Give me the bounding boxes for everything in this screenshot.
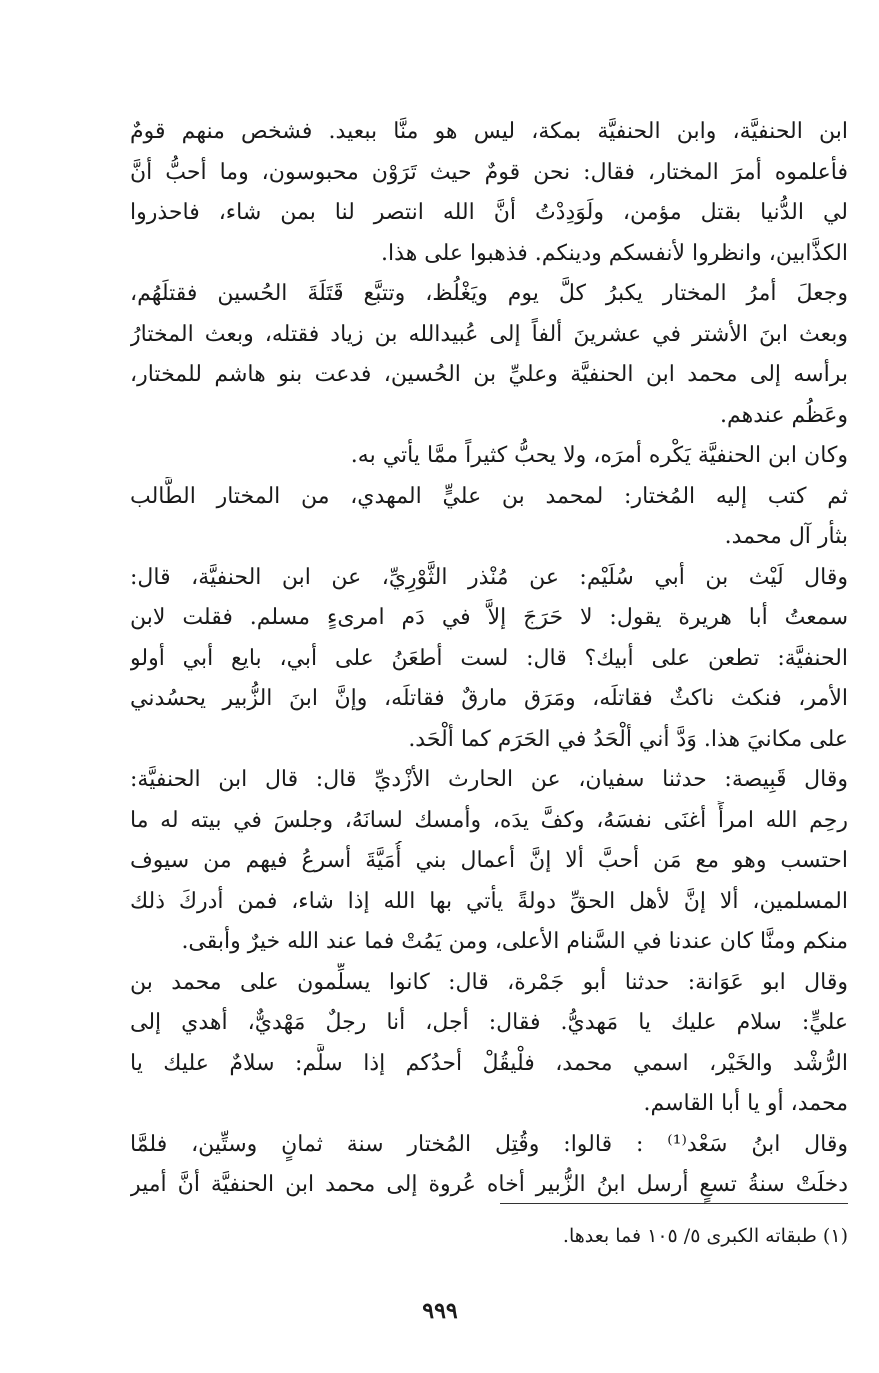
text-line: الرُّشْد والخَيْر، اسمي محمد، فلْيقُلْ أحدُكم إذا سلَّم: سلامٌ عليك يا [130, 1050, 848, 1076]
text-line: احتسب وهو مع مَن أحبَّ ألا إنَّ أعمال بني أُمَيَّةَ أسرعُ فيهم من سيوف [130, 848, 848, 873]
text-line: وقال ابو عَوَانة: حدثنا أبو جَمْرة، قال: كانوا يسلِّمون على محمد بن [130, 969, 848, 995]
text-line: ابن الحنفيَّة، وابن الحنفيَّة بمكة، ليس هو منَّا ببعيد. فشخص منهم قومٌ [130, 119, 848, 144]
text-line: الكذَّابين، وانظروا لأنفسكم ودينكم. فذهبوا على هذا. [381, 240, 848, 266]
text-line: وجعلَ أمرُ المختار يكبرُ كلَّ يوم ويَغْلُظ، وتتبَّع قَتَلَةَ الحُسين فقتلَهُم، [130, 281, 848, 306]
text-line: رحِم الله امرأً أغنَى نفسَهُ، وكفَّ يدَه، وأمسك لسانَهُ، وجلسَ في بيته له ما [130, 807, 848, 833]
text-line: وعَظُم عندهم. [720, 402, 848, 428]
text-line: المسلمين، ألا إنَّ لأهل الحقِّ دولةً يأتي بها الله إذا شاء، فمن أدركَ ذلك [130, 888, 848, 914]
main-text-block [130, 112, 848, 1206]
text-line: الحنفيَّة: تطعن على أبيك؟ قال: لست أطعَنُ على أبي، بايع أبي أولو [130, 645, 848, 671]
text-line: وقال قَبِيصة: حدثنا سفيان، عن الحارث الأزْديِّ قال: قال ابن الحنفيَّة: [130, 767, 848, 792]
text-line: دخلَتْ سنةُ تسعٍ أرسل ابنُ الزُّبير أخاه عُروة إلى محمد ابن الحنفيَّة أنَّ أمير [130, 1172, 848, 1197]
text-line: محمد، أو يا أبا القاسم. [643, 1091, 848, 1116]
text-line: الأمر، فنكث ناكثٌ فقاتلَه، ومَرَق مارقٌ فقاتلَه، وإنَّ ابنَ الزُّبير يحسُدني [130, 686, 848, 711]
text-line: برأسه إلى محمد ابن الحنفيَّة وعليِّ بن الحُسين، فدعت بنو هاشم للمختار، [130, 362, 848, 387]
text-line: عليٍّ: سلام عليك يا مَهديُّ. فقال: أجل، أنا رجلٌ مَهْديٌّ، أهدي إلى [130, 1010, 848, 1035]
text-line: فأعلموه أمرَ المختار، فقال: نحن قومٌ حيث تَرَوْن محبوسون، وما أحبُّ أنَّ [130, 159, 848, 185]
text-line: وكان ابن الحنفيَّة يَكْره أمرَه، ولا يحبُّ كثيراً ممَّا يأتي به. [350, 443, 848, 468]
text-line: على مكانيَ هذا. وَدَّ أني ألْحَدُ في الحَرَم كما ألْحَد. [408, 726, 848, 752]
text-line: بثأر آل محمد. [724, 524, 848, 549]
text-line: لي الدُّنيا بقتل مؤمن، ولَوَدِدْتُ أنَّ الله انتصر لنا بمن شاء، فاحذروا [130, 200, 848, 225]
text-line: وقال لَيْث بن أبي سُلَيْم: عن مُنْذر الثَّوْرِيِّ، عن ابن الحنفيَّة، قال: [130, 564, 848, 590]
text-line: سمعتُ أبا هريرة يقول: لا حَرَجَ إلاَّ في دَم امرىءٍ مسلم. فقلت لابن [130, 605, 848, 630]
text-line: منكم ومنَّا كان عندنا في السَّنام الأعلى، ومن يَمُتْ فما عند الله خيرٌ وأبقى. [181, 929, 848, 954]
footnote: (١) طبقاته الكبرى ٥/ ١٠٥ فما بعدها. [562, 1225, 848, 1247]
text-line: ثم كتب إليه المُختار: لمحمد بن عليٍّ المهدي، من المختار الطَّالب [130, 483, 848, 509]
text-line: وقال ابنُ سَعْد⁽¹⁾ : قالوا: وقُتِل المُختار سنة ثمانٍ وستِّين، فلمَّا [130, 1131, 848, 1157]
page-number: ٩٩٩ [422, 1298, 458, 1324]
text-line: وبعث ابنَ الأشتر في عشرينَ ألفاً إلى عُبيدالله بن زياد فقتله، وبعث المختارُ [130, 321, 848, 347]
footnote-divider [500, 1203, 848, 1204]
